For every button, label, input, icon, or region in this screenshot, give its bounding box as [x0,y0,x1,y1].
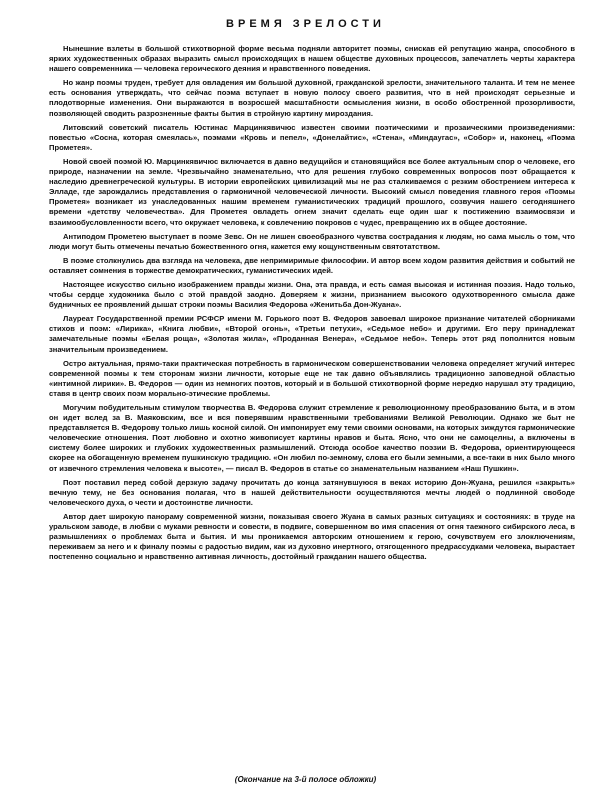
paragraph-2: Но жанр поэмы труден, требует для овладения им большой духовной, гражданской зрелости, значительного таланта. И тем не менее есть основания утверждать, что сейчас поэма вступает в новую полосу своего развития, что в ней происходят серьезные и плодотворные изменения. Они выражаются в возросшей масштабности осмысления жизни, в особо обостренной прозорливости, позволяющей сводить разрозненные факты бытия в стройную картину мироздания. [49,78,575,118]
paragraph-1: Нынешние взлеты в большой стихотворной форме весьма подняли авторитет поэмы, снискав ей репутацию жанра, способного в ярких художественных образах выразить смысл происходящих в нашем обществе духовных процессов, запечатлеть черты характера нашего современника — человека героического деяния и нравственного поведения. [49,44,575,74]
paragraph-7: Настоящее искусство сильно изображением правды жизни. Она, эта правда, и есть самая высокая и истинная поэзия. Надо только, чтобы сердце художника было с этой правдой заодно. Доверяем к жизни, признанием высокого одухотворенного смысла даже будничных ее проявлений дышат строки поэмы Василия Федорова «Женитьба Дон-Жуана». [49,279,575,310]
paragraph-9: Остро актуальная, прямо-таки практическая потребность в гармоническом совершенствовании человека определяет жгучий интерес современной поэмы к тем сторонам жизни личности, которые еще не так давно объявлялись традиционно заповедной областью «интимной лирики». В. Федоров — один из немногих поэтов, который и в большой стихотворной форме нередко нарушал эту традицию, ставя в центр своих поэм морально-этические проблемы. [49,358,575,398]
article-body [49,44,575,566]
paragraph-12: Автор дает широкую панораму современной жизни, показывая своего Жуана в самых разных ситуациях и состояниях: в труде на уральском заводе, в любви с муками ревности и совести, в подвиге, совершенном во имя спасения от огня таежного сибирского леса, в размышлениях о проблемах быта и бытия. И мы проникаемся авторским отношением к герою, сочувствуем его злоключениям, переживаем за него и к финалу поэмы с радостью видим, как из духовно инертного, отягощенного предрассудками человека, вырастает постепенно социально и нравственно активная личность, достойный гражданин нашего общества. [49,511,575,562]
paragraph-10: Могучим побудительным стимулом творчества В. Федорова служит стремление к революционному преобразованию быта, и в этом он идет вслед за В. Маяковским, все и вся поверявшим нравственными требованиями Великой Революции. Однако же быт не представляется В. Федорову только лишь косной силой. Он импонирует ему теми своими основами, на которых зиждутся гармонические человеческие отношения. Поэт любовно и охотно живописует картины нравов и быта. Ясно, что они не самоцелны, а включены в систему более широких и глубоких художественных размышлений. Отсюда особое качество поэзии В. Федорова, ориентирующееся скорее на обогащенную временем пушкинскую традицию. «Он любил по-земному, слова его были земными, а все-таки в них было много от извечного стремления человека к высоте», — писал В. Федоров в статье со знаменательным названием «Наш Пушкин». [49,403,575,473]
paragraph-5: Антиподом Прометею выступает в поэме Зевс. Он не лишен своеобразного чувства сострадания к людям, но сама мысль о том, что люди могут быть отмечены печатью божественного огня, кажется ему кощунственным святотатством. [49,231,575,251]
paragraph-3: Литовский советский писатель Юстинас Марцинкявичюс известен своими поэтическими и прозаическими произведениями: повестью «Сосна, которая смеялась», поэмами «Кровь и пепел», «Донелайтис», «Стена», «Миндаугас», «Собор» и, наконец, «Поэма Прометея». [49,122,575,152]
continuation-note: (Окончание на 3-й полосе обложки) [234,775,377,784]
paragraph-6: В поэме столкнулись два взгляда на человека, две непримиримые философии. И автор всем ходом развития действия и событий не оставляет сомнения в торжестве демократических, гуманистических идей. [49,255,575,275]
paragraph-8: Лауреат Государственной премии РСФСР имени М. Горького поэт В. Федоров завоевал широкое признание читателей сборниками стихов и поэм: «Лирика», «Книга любви», «Второй огонь», «Третьи петухи», «Седьмое небо» и другими. Его перу принадлежат замечательные поэмы «Белая роща», «Золотая жила», «Проданная Венера», «Седьмое небо». Теперь этот ряд пополнится новым значительным произведением. [49,314,575,354]
paragraph-4: Новой своей поэмой Ю. Марцинкявичюс включается в давно ведущийся и становящийся все более актуальным спор о человеке, его природе, назначении на земле. Чрезвычайно знаменательно, что для решения глубоко современных вопросов поэт обращается к наследию древнегреческой культуры. В истории европейских цивилизаций мы не раз сталкиваемся с резким обострением интереса к Элладе, где зарождались представления о гармоничной человеческой личности. Высокий смысл поведения главного героя «Поэмы Прометея» возникает из унаследованных нашим временем гуманистических традиций прошлого, созвучия нашего сегодняшнего времени «детству человечества». Для Прометея овладеть огнем значит сделать еще один шаг к постижению взаимосвязи и взаимообусловленности всего, что окружает человека, к совлечению покровов с чудес, превращению их в общее достояние. [49,156,575,227]
page-title: ВРЕМЯ ЗРЕЛОСТИ [226,18,385,30]
paragraph-11: Поэт поставил перед собой дерзкую задачу прочитать до конца затянувшуюся в веках историю Дон-Жуана, решился «закрыть» вечную тему, не без основания полагая, что в нашей действительности осуществляются мечты людей о подлинной свободе человеческого духа, о чести и достоинстве личности. [49,477,575,507]
